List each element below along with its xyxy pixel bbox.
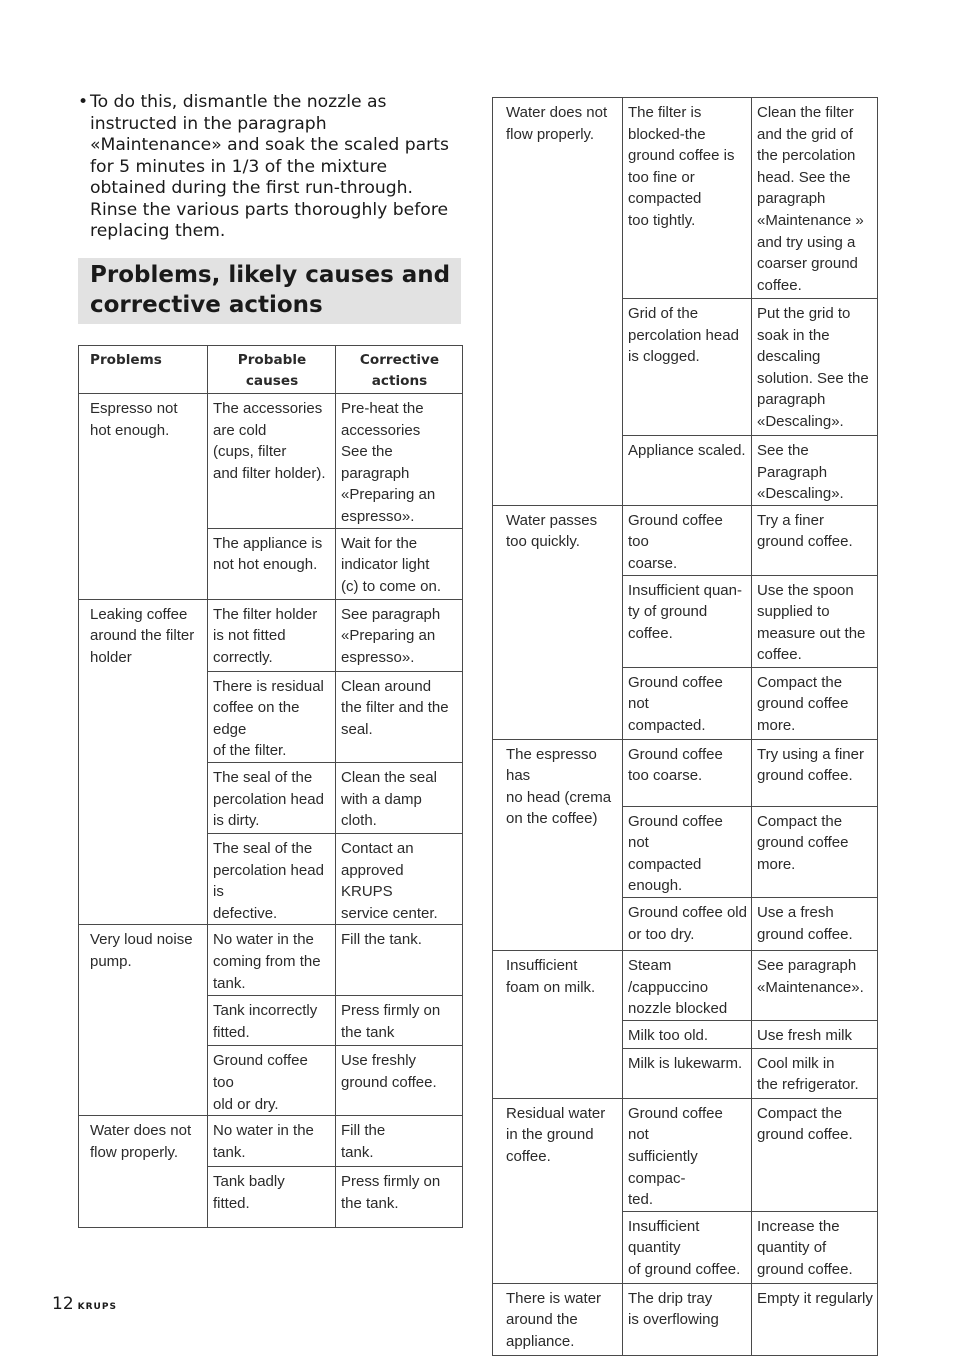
cause-cell: The filter holder is not fitted correctly. — [208, 599, 336, 671]
action-cell: Compact the ground coffee more. — [752, 667, 878, 739]
problem-cell: Espresso not hot enough. — [79, 394, 208, 600]
table-row — [493, 98, 878, 299]
table-row — [79, 925, 463, 996]
problem-cell: Insufficient foam on milk. — [493, 950, 623, 1098]
cause-cell: The filter is blocked-the ground coffee is too fine or compacted too tightly. — [623, 98, 752, 299]
problem-cell: The espresso has no head (crema on the coffee) — [493, 739, 623, 950]
problem-cell: There is water around the appliance. — [493, 1283, 623, 1355]
action-cell: Compact the ground coffee more. — [752, 806, 878, 897]
header-problems: Problems — [79, 346, 208, 394]
brand-logo: KRUPS — [77, 1302, 117, 1312]
action-cell: Use freshly ground coffee. — [336, 1046, 463, 1116]
troubleshooting-table-left — [78, 345, 463, 1228]
cause-cell: Ground coffee too old or dry. — [208, 1046, 336, 1116]
cause-cell: The seal of the percolation head is dirty. — [208, 762, 336, 833]
action-cell: See paragraph «Preparing an espresso». — [336, 599, 463, 671]
cause-cell: Ground coffee too coarse. — [623, 739, 752, 806]
bullet-marker: • — [78, 92, 89, 112]
problem-cell: Residual water in the ground coffee. — [493, 1098, 623, 1283]
table-row — [493, 505, 878, 575]
cause-cell: Steam /cappuccino nozzle blocked — [623, 950, 752, 1020]
cause-cell: Ground coffee not compacted. — [623, 667, 752, 739]
header-corrective-actions: Corrective actions — [336, 346, 463, 394]
action-cell: Pre-heat the accessories See the paragraph «Preparing an espresso». — [336, 394, 463, 529]
header-probable-causes: Probable causes — [208, 346, 336, 394]
action-cell: See the Paragraph «Descaling». — [752, 436, 878, 506]
cause-cell: The accessories are cold (cups, filter and filter holder). — [208, 394, 336, 529]
table-row — [493, 739, 878, 806]
table-row — [79, 599, 463, 671]
cause-cell: Ground coffee too coarse. — [623, 505, 752, 575]
troubleshooting-table-right — [492, 97, 878, 1356]
problem-cell: Leaking coffee around the filter holder — [79, 599, 208, 925]
action-cell: Fill the tank. — [336, 925, 463, 996]
cause-cell: Milk too old. — [623, 1020, 752, 1048]
action-cell: Clean the seal with a damp cloth. — [336, 762, 463, 833]
table-row — [79, 1116, 463, 1167]
section-title: Problems, likely causes and corrective actions — [90, 262, 451, 318]
problem-cell: Very loud noise pump. — [79, 925, 208, 1116]
problem-cell: Water passes too quickly. — [493, 505, 623, 739]
cause-cell: No water in the tank. — [208, 1116, 336, 1167]
cause-cell: Milk is lukewarm. — [623, 1048, 752, 1098]
action-cell: Use fresh milk — [752, 1020, 878, 1048]
action-cell: Use a fresh ground coffee. — [752, 897, 878, 950]
table-row — [79, 394, 463, 529]
section-heading-box — [78, 258, 461, 324]
cause-cell: Ground coffee old or too dry. — [623, 897, 752, 950]
intro-paragraph — [78, 92, 463, 243]
cause-cell: Insufficient quan- ty of ground coffee. — [623, 575, 752, 667]
page-number: 12 — [52, 1294, 74, 1314]
action-cell: Wait for the indicator light (c) to come on. — [336, 528, 463, 599]
action-cell: Put the grid to soak in the descaling solution. See the paragraph «Descaling». — [752, 299, 878, 436]
cause-cell: Tank incorrectly fitted. — [208, 996, 336, 1046]
action-cell: Cool milk in the refrigerator. — [752, 1048, 878, 1098]
cause-cell: Ground coffee not compacted enough. — [623, 806, 752, 897]
action-cell: Contact an approved KRUPS service center. — [336, 833, 463, 924]
page-footer — [52, 1294, 117, 1314]
table-row — [493, 950, 878, 1020]
action-cell: Use the spoon supplied to measure out the coffee. — [752, 575, 878, 667]
cause-cell: Tank badly fitted. — [208, 1167, 336, 1228]
cause-cell: The seal of the percolation head is defective. — [208, 833, 336, 924]
action-cell: Fill the tank. — [336, 1116, 463, 1167]
problem-cell: Water does not flow properly. — [493, 98, 623, 506]
action-cell: Press firmly on the tank — [336, 996, 463, 1046]
action-cell: Clean the filter and the grid of the percolation head. See the paragraph «Maintenance » and try using a coarser ground coffee. — [752, 98, 878, 299]
cause-cell: No water in the coming from the tank. — [208, 925, 336, 996]
cause-cell: The appliance is not hot enough. — [208, 528, 336, 599]
header-row — [79, 346, 463, 394]
cause-cell: The drip tray is overflowing — [623, 1283, 752, 1355]
action-cell: See paragraph «Maintenance». — [752, 950, 878, 1020]
action-cell: Try a finer ground coffee. — [752, 505, 878, 575]
action-cell: Compact the ground coffee. — [752, 1098, 878, 1211]
action-cell: Clean around the filter and the seal. — [336, 671, 463, 762]
action-cell: Increase the quantity of ground coffee. — [752, 1211, 878, 1283]
cause-cell: Grid of the percolation head is clogged. — [623, 299, 752, 436]
table-row — [493, 1098, 878, 1211]
cause-cell: Ground coffee not sufficiently compac- ted. — [623, 1098, 752, 1211]
intro-text: To do this, dismantle the nozzle as instructed in the paragraph «Maintenance» and soak the scaled parts for 5 minutes in 1/3 of the mixture obtained during the first run-through. Rinse the various parts thoroughly before replacing them. — [90, 92, 449, 241]
action-cell: Empty it regularly — [752, 1283, 878, 1355]
table-row — [493, 1283, 878, 1355]
cause-cell: Appliance scaled. — [623, 436, 752, 506]
cause-cell: Insufficient quantity of ground coffee. — [623, 1211, 752, 1283]
cause-cell: There is residual coffee on the edge of the filter. — [208, 671, 336, 762]
action-cell: Press firmly on the tank. — [336, 1167, 463, 1228]
problem-cell: Water does not flow properly. — [79, 1116, 208, 1228]
action-cell: Try using a finer ground coffee. — [752, 739, 878, 806]
